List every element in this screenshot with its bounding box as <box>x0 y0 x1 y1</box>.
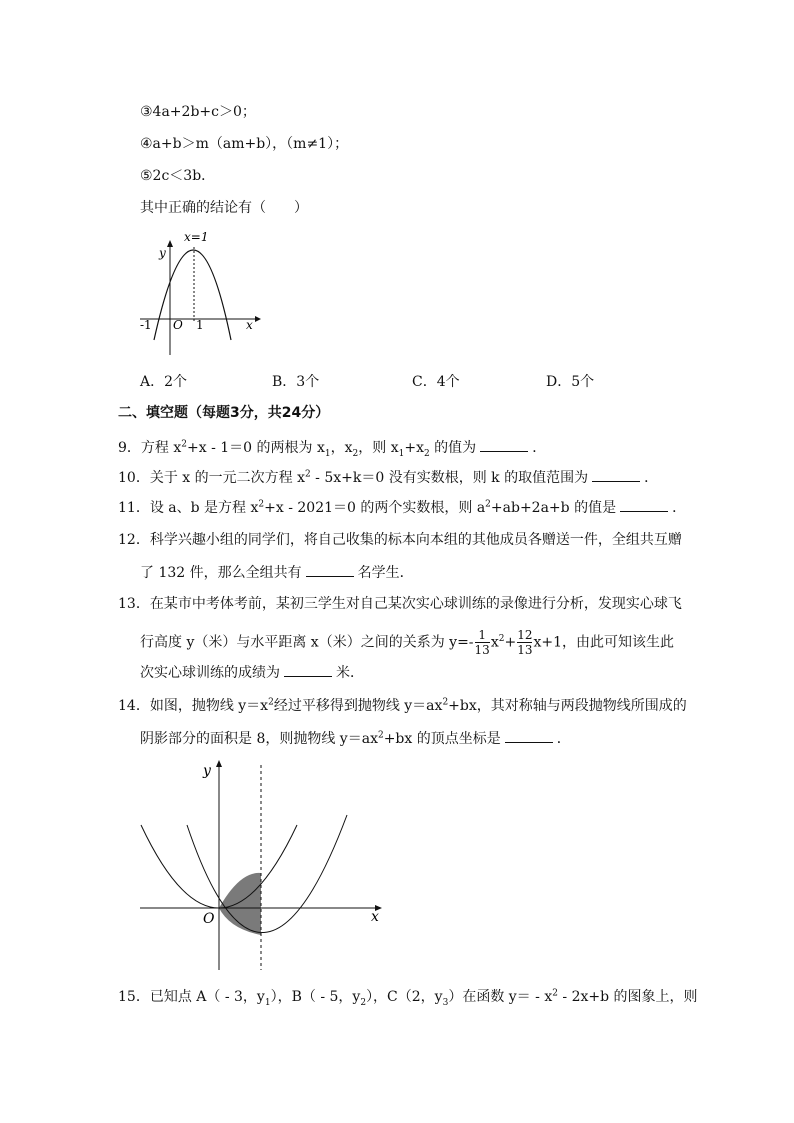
q9-sup: 2 <box>181 439 188 450</box>
q14-text-e: +bx 的顶点坐标是 <box>383 731 501 747</box>
q14-sup3: 2 <box>377 730 384 741</box>
q9-text-f: 的值为 <box>429 440 477 456</box>
q8-origin-label: O <box>173 318 183 332</box>
section-fill-in-title: 二、填空题（每题3分，共24分） <box>118 405 330 421</box>
q13-text-b: 行高度 y（米）与水平距离 x（米）之间的关系为 y=- <box>140 634 474 651</box>
q8-prompt: 其中正确的结论有（ ） <box>140 200 308 216</box>
q12-text-b: 了 132 件，那么全组共有 <box>140 565 302 581</box>
q13-number: 13． <box>118 596 150 612</box>
q13-plus: + <box>504 634 517 651</box>
q12-answer-blank[interactable] <box>306 562 354 577</box>
q14-number: 14． <box>118 698 150 714</box>
q11-text-b: +x - 2021＝0 的两个实数根，则 a <box>264 500 486 516</box>
question-13-line-1 <box>118 594 682 614</box>
question-13-line-3 <box>140 662 364 683</box>
q9-answer-blank[interactable] <box>480 437 528 452</box>
q14-y-arrow <box>216 760 222 767</box>
q14-text-c: +bx，其对称轴与两段抛物线所围成的 <box>448 698 687 714</box>
q14-answer-blank[interactable] <box>505 728 553 743</box>
q10-text-a: 关于 x 的一元二次方程 x <box>149 470 305 486</box>
q8-tick-1: 1 <box>196 318 204 332</box>
q10-end: ． <box>644 470 659 486</box>
q10-sup: 2 <box>304 469 311 480</box>
question-15 <box>118 987 698 1007</box>
q14-text-b: 经过平移得到抛物线 y＝ax <box>273 698 443 714</box>
q9-sub1: 1 <box>324 448 331 459</box>
q13-frac1-den: 13 <box>474 643 490 657</box>
question-10 <box>118 467 658 488</box>
q8-choice-a[interactable]: A．2个 <box>140 374 188 390</box>
q12-number: 12． <box>118 532 150 548</box>
q8-statement-5: ⑤2c＜3b． <box>140 168 216 184</box>
q9-text-d: ，则 x <box>358 440 399 456</box>
q12-text-c: 名学生． <box>357 565 414 581</box>
q13-frac2-num: 12 <box>517 628 533 642</box>
q9-sub4: 2 <box>424 448 430 459</box>
q9-number: 9． <box>118 440 141 456</box>
q15-sub3: 3 <box>442 997 449 1008</box>
q13-text-e: 米． <box>336 665 364 681</box>
q11-answer-blank[interactable] <box>620 497 668 512</box>
q15-text-d: ）在函数 y＝ - x <box>448 989 553 1005</box>
q14-sup: 2 <box>268 697 274 708</box>
question-11 <box>118 497 686 518</box>
q15-sup: 2 <box>552 988 558 999</box>
q13-text-d: 次实心球训练的成绩为 <box>140 665 280 681</box>
q13-frac2-den: 13 <box>517 643 533 657</box>
q11-text-a: 设 a、b 是方程 x <box>149 500 259 516</box>
q11-end: ． <box>672 500 687 516</box>
q11-text-c: +ab+2a+b 的值是 <box>490 500 617 516</box>
q14-sup2: 2 <box>442 697 449 708</box>
q15-sub1: 1 <box>264 997 271 1008</box>
q9-text-a: 方程 x <box>140 440 182 456</box>
question-12-line-2 <box>140 562 414 583</box>
q13-text-c: x+1，由此可知该生此 <box>533 634 675 651</box>
q15-text-e: - 2x+b 的图象上，则 <box>557 989 698 1005</box>
q8-statement-3: ③4a+2b+c＞0； <box>140 104 256 120</box>
question-13-line-2 <box>140 628 674 657</box>
question-9 <box>118 437 546 458</box>
q8-statement-4: ④a+b＞m（am+b），（m≠1）； <box>140 136 349 152</box>
q15-text-b: ），B（ - 5，y <box>270 989 361 1005</box>
q13-x: x <box>490 634 499 651</box>
q13-text-a: 在某市中考体考前，某初三学生对自己某次实心球训练的录像进行分析，发现实心球飞 <box>149 596 682 612</box>
q14-text-a: 如图，抛物线 y＝x <box>149 698 269 714</box>
q14-x-label: x <box>371 909 379 925</box>
q8-y-label: y <box>159 246 166 260</box>
q15-sub2: 2 <box>360 997 367 1008</box>
q14-parabola-graph <box>135 755 395 975</box>
q8-tick-neg1: -1 <box>140 318 152 332</box>
q10-number: 10． <box>118 470 150 486</box>
q10-answer-blank[interactable] <box>592 467 640 482</box>
q13-sup: 2 <box>498 633 505 644</box>
q14-text-d: 阴影部分的面积是 8，则抛物线 y＝ax <box>140 731 378 747</box>
q8-x-label: x <box>246 318 253 332</box>
q14-origin-label: O <box>203 911 215 927</box>
q11-sup: 2 <box>258 499 265 510</box>
q9-text-b: +x - 1＝0 的两根为 x <box>187 440 325 456</box>
q11-number: 11． <box>118 500 150 516</box>
q15-text-a: 已知点 A（ - 3，y <box>149 989 265 1005</box>
q14-end: ． <box>556 731 571 747</box>
q8-parabola-graph <box>135 225 265 360</box>
q8-sym-label: x=1 <box>184 230 209 244</box>
q14-shaded-region <box>219 873 261 935</box>
question-14-line-2 <box>140 728 571 749</box>
q13-fraction-2 <box>517 628 532 657</box>
q8-x-arrow <box>255 316 261 322</box>
q13-fraction-1 <box>475 628 490 657</box>
q13-frac1-num: 1 <box>475 628 490 643</box>
q15-text-c: ），C（2，y <box>366 989 443 1005</box>
q13-answer-blank[interactable] <box>284 662 332 677</box>
q9-end: ． <box>532 440 547 456</box>
q9-text-e: +x <box>404 440 424 456</box>
q8-choice-b[interactable]: B．3个 <box>272 374 320 390</box>
q8-choice-d[interactable]: D．5个 <box>546 374 595 390</box>
q11-sup2: 2 <box>485 499 491 510</box>
q15-number: 15． <box>118 989 150 1005</box>
q8-parabola <box>154 250 231 340</box>
q10-text-b: - 5x+k＝0 没有实数根，则 k 的取值范围为 <box>310 470 589 486</box>
q12-text-a: 科学兴趣小组的同学们，将自己收集的标本向本组的其他成员各赠送一件，全组共互赠 <box>149 532 682 548</box>
q9-sub3: 1 <box>398 448 405 459</box>
q8-y-arrow <box>167 240 173 247</box>
question-14-line-1 <box>118 696 687 716</box>
question-12-line-1 <box>118 530 682 550</box>
q14-y-label: y <box>203 763 211 779</box>
q9-sub2: 2 <box>352 448 359 459</box>
q8-choice-c[interactable]: C．4个 <box>412 374 460 390</box>
q9-text-c: ，x <box>330 440 353 456</box>
